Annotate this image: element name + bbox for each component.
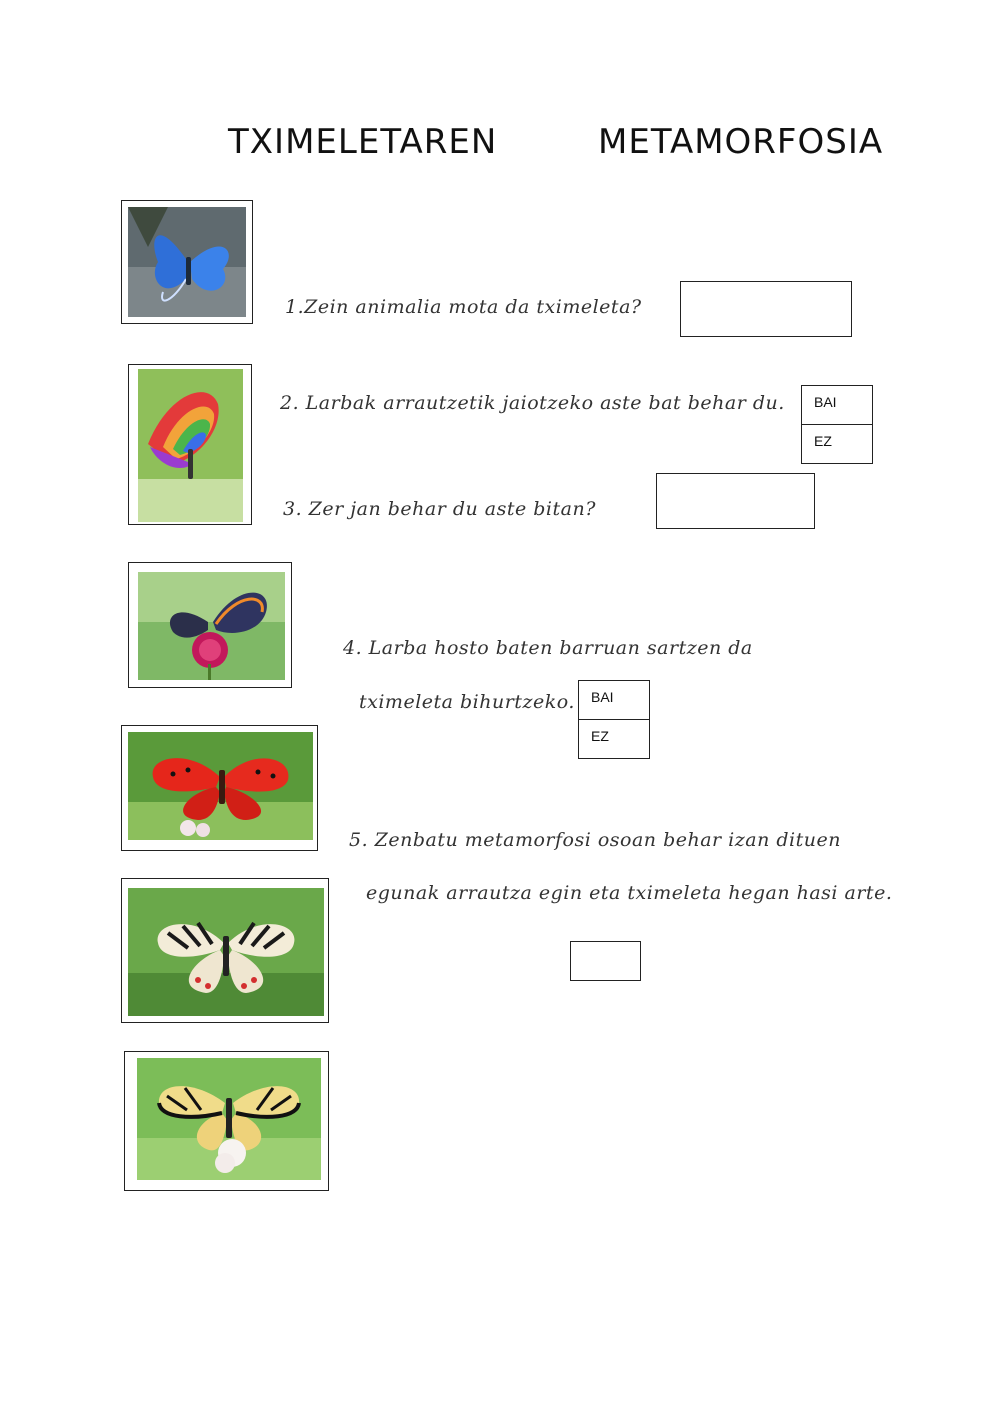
q2-ez-option[interactable]: EZ: [801, 424, 873, 464]
question-2: 2. Larbak arrautzetik jaiotzeko aste bat behar du.: [280, 392, 785, 414]
q2-bai-option[interactable]: BAI: [801, 385, 873, 425]
spotted-butterfly-photo: [121, 878, 329, 1023]
question-5-line-2: egunak arrautza egin eta tximeleta hegan hasi arte.: [366, 882, 893, 904]
q4-bai-option[interactable]: BAI: [578, 680, 650, 720]
red-butterfly-photo: [121, 725, 318, 851]
q1-answer-box[interactable]: [680, 281, 852, 337]
swallowtail-butterfly-photo: [124, 1051, 329, 1191]
title-left: TXIMELETAREN: [228, 122, 498, 162]
question-1: 1.Zein animalia mota da tximeleta?: [285, 296, 642, 318]
blue-butterfly-photo: [121, 200, 253, 324]
dark-butterfly-on-flower-photo: [128, 562, 292, 688]
rainbow-butterfly-photo: [128, 364, 252, 525]
q5-answer-box[interactable]: [570, 941, 641, 981]
title-right: METAMORFOSIA: [598, 122, 884, 162]
q3-answer-box[interactable]: [656, 473, 815, 529]
q4-ez-option[interactable]: EZ: [578, 719, 650, 759]
question-5-line-1: 5. Zenbatu metamorfosi osoan behar izan dituen: [349, 829, 841, 851]
question-4-line-1: 4. Larba hosto baten barruan sartzen da: [343, 637, 753, 659]
question-4-line-2: tximeleta bihurtzeko.: [359, 691, 575, 713]
question-3: 3. Zer jan behar du aste bitan?: [283, 498, 596, 520]
